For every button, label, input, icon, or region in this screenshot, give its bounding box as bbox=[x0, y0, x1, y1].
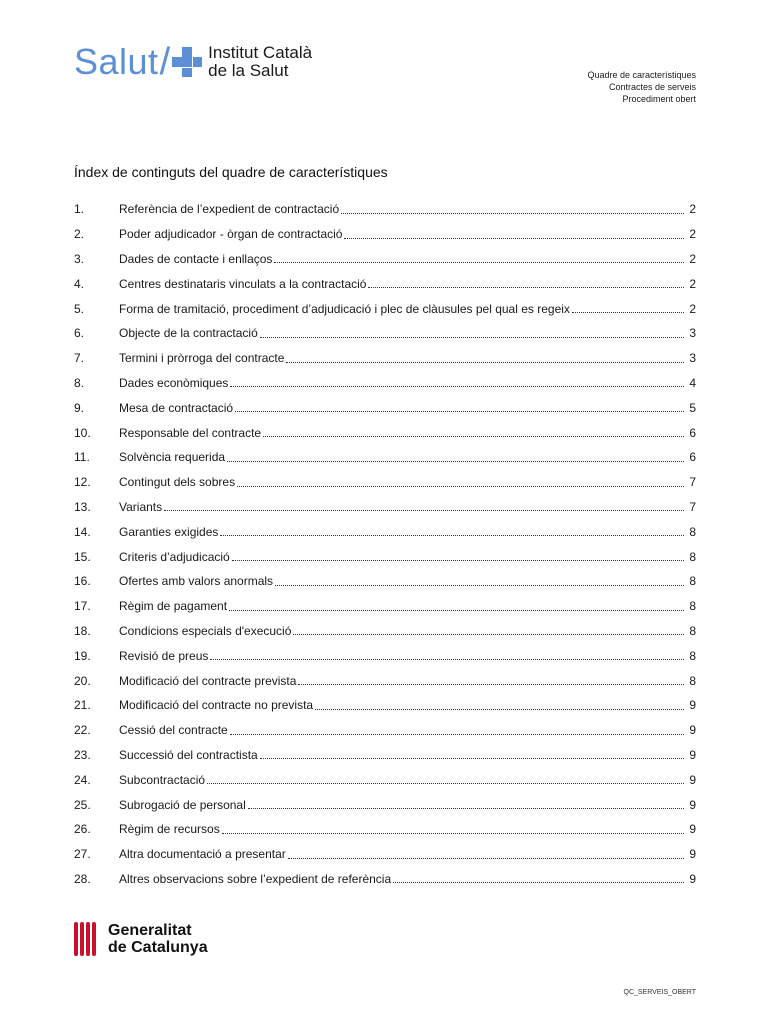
toc-entry-title[interactable]: Centres destinataris vinculats a la contractació bbox=[119, 276, 367, 291]
toc-entry-page[interactable]: 6 bbox=[689, 450, 696, 465]
toc-entry-title[interactable]: Referència de l’expedient de contractació bbox=[119, 202, 340, 217]
generalitat-name bbox=[108, 922, 208, 956]
toc-entry-title[interactable]: Objecte de la contractació bbox=[119, 326, 258, 341]
toc-entry-title[interactable]: Contingut dels sobres bbox=[119, 475, 236, 490]
toc-dot-leader bbox=[275, 585, 684, 586]
toc-dot-leader bbox=[393, 882, 684, 883]
toc-entry-page[interactable]: 9 bbox=[689, 772, 696, 787]
toc-entry-page[interactable]: 3 bbox=[689, 351, 696, 366]
toc-dot-leader bbox=[274, 262, 684, 263]
toc-entry-page[interactable]: 9 bbox=[689, 723, 696, 738]
toc-entry[interactable] bbox=[74, 420, 696, 445]
toc-entry-page[interactable]: 2 bbox=[689, 276, 696, 291]
toc-dot-leader bbox=[235, 411, 684, 412]
toc-entry[interactable] bbox=[74, 743, 696, 768]
toc-entry-page[interactable]: 9 bbox=[689, 822, 696, 837]
toc-dot-leader bbox=[286, 362, 684, 363]
toc-entry-page[interactable]: 2 bbox=[689, 251, 696, 266]
toc-entry-page[interactable]: 9 bbox=[689, 698, 696, 713]
toc-entry-number: 19. bbox=[74, 648, 91, 663]
generalitat-line2: de Catalunya bbox=[108, 939, 208, 956]
toc-entry[interactable] bbox=[74, 371, 696, 396]
toc-entry[interactable] bbox=[74, 668, 696, 693]
toc-entry-title[interactable]: Cessió del contracte bbox=[119, 723, 228, 738]
toc-entry-title[interactable]: Subrogació de personal bbox=[119, 797, 246, 812]
toc-entry[interactable] bbox=[74, 519, 696, 544]
toc-entry-title[interactable]: Altra documentació a presentar bbox=[119, 847, 286, 862]
toc-entry-number: 28. bbox=[74, 871, 91, 886]
toc-entry-number: 20. bbox=[74, 673, 91, 688]
toc-entry-number: 5. bbox=[74, 301, 85, 316]
toc-dot-leader bbox=[230, 386, 684, 387]
toc-entry-number: 4. bbox=[74, 276, 85, 291]
toc-entry[interactable] bbox=[74, 767, 696, 792]
toc-entry-page[interactable]: 9 bbox=[689, 747, 696, 762]
toc-entry-number: 17. bbox=[74, 599, 91, 614]
toc-dot-leader bbox=[164, 510, 684, 511]
toc-dot-leader bbox=[210, 659, 684, 660]
toc-entry-number: 1. bbox=[74, 202, 85, 217]
institut-name bbox=[208, 44, 312, 80]
salut-slash: / bbox=[159, 41, 171, 83]
toc-entry-title[interactable]: Subcontractació bbox=[119, 772, 206, 787]
toc-entry[interactable] bbox=[74, 619, 696, 644]
toc-entry-number: 10. bbox=[74, 425, 91, 440]
toc-entry[interactable] bbox=[74, 569, 696, 594]
toc-entry[interactable] bbox=[74, 643, 696, 668]
toc-entry[interactable] bbox=[74, 296, 696, 321]
toc-entry-title[interactable]: Modificació del contracte no prevista bbox=[119, 698, 314, 713]
toc-entry-number: 9. bbox=[74, 400, 85, 415]
toc-dot-leader bbox=[341, 213, 684, 214]
toc-entry-title[interactable]: Règim de recursos bbox=[119, 822, 220, 837]
toc-entry[interactable] bbox=[74, 594, 696, 619]
toc-entry-number: 3. bbox=[74, 251, 85, 266]
meta-line-1: Quadre de característiques bbox=[587, 70, 696, 80]
toc-entry-number: 13. bbox=[74, 499, 91, 514]
toc-entry-number: 16. bbox=[74, 574, 91, 589]
toc-entry-number: 11. bbox=[74, 450, 90, 465]
toc-entry-page[interactable]: 7 bbox=[689, 499, 696, 514]
toc-dot-leader bbox=[572, 312, 684, 313]
toc-entry-title[interactable]: Modificació del contracte prevista bbox=[119, 673, 297, 688]
toc-entry-page[interactable]: 6 bbox=[689, 425, 696, 440]
toc-entry-page[interactable]: 2 bbox=[689, 202, 696, 217]
toc-entry-number: 25. bbox=[74, 797, 91, 812]
toc-entry[interactable] bbox=[74, 222, 696, 247]
toc-entry-title[interactable]: Successió del contractista bbox=[119, 747, 258, 762]
toc-dot-leader bbox=[248, 808, 684, 809]
toc-entry-title[interactable]: Variants bbox=[119, 499, 163, 514]
toc-entry-number: 21. bbox=[74, 698, 91, 713]
toc-entry-number: 14. bbox=[74, 524, 91, 539]
toc-entry-number: 12. bbox=[74, 475, 91, 490]
toc-heading: Índex de continguts del quadre de característiques bbox=[74, 164, 388, 180]
toc-entry[interactable] bbox=[74, 495, 696, 520]
toc-entry-page[interactable]: 5 bbox=[689, 400, 696, 415]
toc-dot-leader bbox=[237, 486, 684, 487]
toc-entry[interactable] bbox=[74, 395, 696, 420]
toc-entry-title[interactable]: Dades econòmiques bbox=[119, 375, 229, 390]
salut-logo bbox=[74, 40, 312, 84]
toc-dot-leader bbox=[232, 560, 684, 561]
toc-entry-number: 6. bbox=[74, 326, 85, 341]
toc-entry[interactable] bbox=[74, 867, 696, 892]
toc-dot-leader bbox=[288, 858, 684, 859]
toc-entry-page[interactable]: 9 bbox=[689, 871, 696, 886]
toc-entry-number: 27. bbox=[74, 847, 91, 862]
generalitat-logo bbox=[74, 922, 208, 956]
toc-entry-page[interactable]: 9 bbox=[689, 797, 696, 812]
toc-entry[interactable] bbox=[74, 271, 696, 296]
toc-entry-page[interactable]: 2 bbox=[689, 301, 696, 316]
toc-entry[interactable] bbox=[74, 693, 696, 718]
toc-entry-page[interactable]: 8 bbox=[689, 623, 696, 638]
toc-dot-leader bbox=[207, 783, 684, 784]
meta-line-2: Contractes de serveis bbox=[608, 82, 696, 92]
toc-entry-page[interactable]: 7 bbox=[689, 475, 696, 490]
toc-dot-leader bbox=[368, 287, 684, 288]
toc-entry-title[interactable]: Solvència requerida bbox=[119, 450, 226, 465]
toc-entry-number: 7. bbox=[74, 351, 85, 366]
toc-dot-leader bbox=[293, 634, 684, 635]
toc-entry-title[interactable]: Forma de tramitació, procediment d’adjudicació i plec de clàusules pel qual es regeix bbox=[119, 301, 570, 316]
toc-entry-title[interactable]: Poder adjudicador - òrgan de contractació bbox=[119, 227, 343, 242]
toc-entry-number: 2. bbox=[74, 227, 85, 242]
toc-entry-page[interactable]: 8 bbox=[689, 648, 696, 663]
toc-entry-title[interactable]: Mesa de contractació bbox=[119, 400, 234, 415]
institut-line2: de la Salut bbox=[208, 61, 289, 80]
generalitat-stripes-icon bbox=[74, 922, 100, 956]
toc-entry-title[interactable]: Règim de pagament bbox=[119, 599, 228, 614]
toc-entry-number: 8. bbox=[74, 375, 85, 390]
toc-entry-page[interactable]: 8 bbox=[689, 574, 696, 589]
toc-entry[interactable] bbox=[74, 197, 696, 222]
toc-dot-leader bbox=[315, 709, 684, 710]
toc-entry-title[interactable]: Revisió de preus bbox=[119, 648, 209, 663]
toc-entry-title[interactable]: Ofertes amb valors anormals bbox=[119, 574, 274, 589]
toc-dot-leader bbox=[260, 758, 684, 759]
toc-entry-title[interactable]: Termini i pròrroga del contracte bbox=[119, 351, 285, 366]
toc-entry-page[interactable]: 8 bbox=[689, 524, 696, 539]
toc-entry-number: 15. bbox=[74, 549, 91, 564]
toc-entry[interactable] bbox=[74, 445, 696, 470]
toc-dot-leader bbox=[222, 833, 684, 834]
toc-dot-leader bbox=[220, 535, 684, 536]
meta-line-3: Procediment obert bbox=[622, 94, 696, 104]
document-code: QC_SERVEIS_OBERT bbox=[623, 989, 696, 996]
toc-dot-leader bbox=[230, 734, 684, 735]
toc-entry[interactable] bbox=[74, 470, 696, 495]
generalitat-line1: Generalitat bbox=[108, 922, 192, 939]
toc-entry-title[interactable]: Garanties exigides bbox=[119, 524, 219, 539]
toc-entry-page[interactable]: 8 bbox=[689, 549, 696, 564]
toc-entry-page[interactable]: 8 bbox=[689, 673, 696, 688]
toc-dot-leader bbox=[298, 684, 684, 685]
toc-entry-page[interactable]: 3 bbox=[689, 326, 696, 341]
toc-entry-number: 18. bbox=[74, 623, 91, 638]
health-cross-icon bbox=[172, 47, 202, 77]
toc-dot-leader bbox=[344, 238, 684, 239]
document-meta bbox=[587, 69, 696, 105]
toc-entry-title[interactable]: Dades de contacte i enllaços bbox=[119, 251, 273, 266]
toc-dot-leader bbox=[227, 461, 684, 462]
toc-entry[interactable] bbox=[74, 346, 696, 371]
toc-entry-title[interactable]: Responsable del contracte bbox=[119, 425, 262, 440]
toc-entry-page[interactable]: 8 bbox=[689, 599, 696, 614]
toc-dot-leader bbox=[229, 610, 684, 611]
toc-entry-number: 26. bbox=[74, 822, 91, 837]
toc-dot-leader bbox=[263, 436, 684, 437]
toc-entry-title[interactable]: Condicions especials d'execució bbox=[119, 623, 292, 638]
toc-entry[interactable] bbox=[74, 817, 696, 842]
toc-entry-title[interactable]: Criteris d’adjudicació bbox=[119, 549, 230, 564]
toc-entry-page[interactable]: 4 bbox=[689, 375, 696, 390]
toc-entry-title[interactable]: Altres observacions sobre l’expedient de referència bbox=[119, 871, 392, 886]
toc-entry-page[interactable]: 2 bbox=[689, 227, 696, 242]
table-of-contents bbox=[74, 197, 696, 891]
toc-entry-number: 22. bbox=[74, 723, 91, 738]
toc-entry-page[interactable]: 9 bbox=[689, 847, 696, 862]
salut-wordmark: Salut bbox=[74, 41, 159, 82]
toc-entry[interactable] bbox=[74, 544, 696, 569]
toc-entry[interactable] bbox=[74, 792, 696, 817]
toc-entry-number: 23. bbox=[74, 747, 91, 762]
toc-entry[interactable] bbox=[74, 718, 696, 743]
toc-entry-number: 24. bbox=[74, 772, 91, 787]
toc-dot-leader bbox=[260, 337, 684, 338]
toc-entry[interactable] bbox=[74, 842, 696, 867]
institut-line1: Institut Català bbox=[208, 43, 313, 62]
toc-entry[interactable] bbox=[74, 321, 696, 346]
toc-entry[interactable] bbox=[74, 247, 696, 272]
